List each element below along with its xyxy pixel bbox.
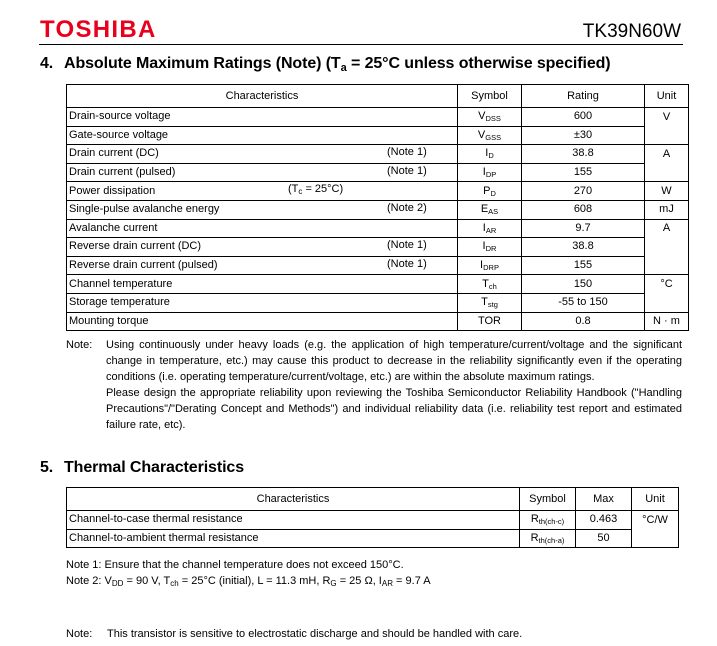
- characteristic-cell: [67, 238, 458, 257]
- characteristic-name: Reverse drain current (pulsed): [69, 259, 218, 272]
- table-row: [67, 182, 689, 201]
- characteristic-name: Gate-source voltage: [69, 128, 169, 141]
- rating-value: 608: [522, 200, 645, 219]
- note-ref: (Note 1): [387, 239, 427, 252]
- unit-value: W: [645, 182, 689, 201]
- symbol-sub: GSS: [485, 132, 502, 142]
- symbol-sub: ch: [488, 281, 497, 291]
- section-4-number: 4.: [40, 55, 54, 72]
- symbol-cell: [458, 200, 522, 219]
- characteristic-name: Channel-to-ambient thermal resistance: [69, 531, 259, 544]
- col-unit: Unit: [645, 85, 689, 108]
- characteristic-cell: [67, 312, 458, 331]
- characteristic-cell: [67, 275, 458, 294]
- section-4-title-suffix: = 25°C unless otherwise specified): [346, 55, 611, 72]
- col-characteristics: Characteristics: [67, 85, 458, 108]
- characteristic-name: Drain-source voltage: [69, 110, 171, 123]
- table-row: [67, 145, 689, 164]
- unit-value: A: [645, 219, 689, 238]
- table-row: [67, 163, 689, 182]
- rating-value: 270: [522, 182, 645, 201]
- symbol-main: I: [482, 221, 486, 234]
- note-ref: (Note 2): [387, 201, 427, 214]
- symbol-sub: DRP: [483, 263, 499, 273]
- rating-value: 9.7: [522, 219, 645, 238]
- rating-value: 0.8: [522, 312, 645, 331]
- note2-rg-sub: G: [330, 579, 337, 588]
- characteristic-name: Drain current (DC): [69, 147, 159, 160]
- symbol-cell: [458, 126, 522, 145]
- characteristic-name: Single-pulse avalanche energy: [69, 203, 220, 216]
- symbol-main: V: [477, 128, 486, 141]
- section-5-title: Thermal Characteristics: [64, 459, 245, 476]
- unit-value: N · m: [645, 312, 689, 331]
- unit-value: [645, 163, 689, 182]
- rating-value: 38.8: [522, 145, 645, 164]
- note-ref: (Note 1): [387, 164, 427, 177]
- unit-value: [645, 126, 689, 145]
- symbol-cell: [520, 511, 576, 530]
- header-rule: [39, 44, 683, 45]
- characteristic-cell: [67, 163, 458, 182]
- note2-iar-sub: AR: [381, 579, 393, 588]
- symbol-sub: DR: [485, 244, 497, 254]
- table-row: [67, 126, 689, 145]
- rating-value: 155: [522, 256, 645, 275]
- symbol-sub: AS: [488, 207, 499, 217]
- characteristic-cell: [67, 126, 458, 145]
- toshiba-logo: TOSHIBA: [40, 16, 157, 43]
- condition-suffix: = 25°C): [302, 183, 344, 196]
- note-paragraph-2: Please design the appropriate reliability upon reviewing the Toshiba Semiconductor Reliability Handbook ("Handling Precautions"/"Derating Concept and Methods") and individual reliability data (i.e. reliability test report and estimated failure rate, etc).: [106, 387, 682, 431]
- characteristic-name: Channel-to-case thermal resistance: [69, 513, 243, 526]
- characteristic-name: Channel temperature: [69, 277, 173, 290]
- table-row: [67, 256, 689, 275]
- note2-tch-sub: ch: [170, 579, 179, 588]
- table-row: [67, 529, 679, 548]
- section-4-note: [66, 337, 682, 433]
- max-value: 50: [576, 529, 632, 548]
- symbol-main: I: [485, 147, 489, 160]
- esd-note-text: This transistor is sensitive to electrostatic discharge and should be handled with care.: [107, 628, 523, 640]
- section-4-heading: [40, 54, 611, 74]
- max-value: 0.463: [576, 511, 632, 530]
- col-characteristics: Characteristics: [67, 488, 520, 511]
- esd-note: [66, 626, 522, 642]
- characteristic-name: Power dissipation: [69, 184, 156, 197]
- characteristic-name: Storage temperature: [69, 296, 170, 309]
- rating-value: 150: [522, 275, 645, 294]
- table-header-row: [67, 85, 689, 108]
- characteristic-cell: [67, 145, 458, 164]
- table-row: [67, 275, 689, 294]
- characteristic-name: Reverse drain current (DC): [69, 240, 202, 253]
- note2-part4: = 9.7 A: [393, 575, 431, 587]
- thermal-note-1: Note 1: Ensure that the channel temperature does not exceed 150°C.: [66, 559, 404, 571]
- symbol-main: R: [530, 531, 539, 544]
- col-unit: Unit: [632, 488, 679, 511]
- part-number: TK39N60W: [582, 21, 681, 42]
- col-rating: Rating: [522, 85, 645, 108]
- unit-value: [632, 529, 679, 548]
- symbol-cell: [458, 312, 522, 331]
- symbol-cell: [458, 275, 522, 294]
- unit-value: °C: [645, 275, 689, 294]
- symbol-cell: [458, 238, 522, 257]
- unit-value: [645, 238, 689, 257]
- table-row: [67, 200, 689, 219]
- characteristic-cell: [67, 529, 520, 548]
- characteristic-cell: [67, 200, 458, 219]
- table-row: [67, 312, 689, 331]
- col-symbol: Symbol: [458, 85, 522, 108]
- condition-prefix: (T: [288, 183, 299, 196]
- col-max: Max: [576, 488, 632, 511]
- note2-part2: = 25°C (initial), L = 11.3 mH, R: [178, 575, 331, 587]
- unit-value: [645, 256, 689, 275]
- section-4-title-sub: a: [340, 62, 347, 74]
- symbol-sub: D: [490, 188, 496, 198]
- table-row: [67, 293, 689, 312]
- note-paragraph-1: Using continuously under heavy loads (e.g. the application of high temperature/current/voltage and the significant change in temperature, etc.) may cause this product to decrease in the reliability significantly even if the operating conditions (i.e. operating temperature/current/voltage, etc.) are within the absolute maximum ratings.: [106, 339, 682, 383]
- section-5-number: 5.: [40, 459, 54, 476]
- esd-note-label: Note:: [66, 628, 93, 640]
- rating-value: 38.8: [522, 238, 645, 257]
- symbol-main: P: [483, 184, 491, 197]
- symbol-sub: DSS: [485, 114, 501, 124]
- note2-prefix: Note 2: V: [66, 575, 112, 587]
- unit-value: [645, 293, 689, 312]
- symbol-main: I: [482, 240, 486, 253]
- table-row: [67, 108, 689, 127]
- note-ref: (Note 1): [387, 257, 427, 270]
- note2-vdd-sub: DD: [111, 579, 124, 588]
- characteristic-cell: [67, 293, 458, 312]
- symbol-cell: [520, 529, 576, 548]
- condition: [288, 182, 343, 197]
- symbol-cell: [458, 219, 522, 238]
- symbol-main: V: [478, 110, 486, 123]
- symbol-main: T: [482, 277, 489, 290]
- absolute-max-ratings-table: [66, 84, 689, 331]
- table-row: [67, 219, 689, 238]
- symbol-sub: D: [488, 151, 494, 161]
- unit-value: A: [645, 145, 689, 164]
- symbol-sub: stg: [487, 300, 498, 310]
- characteristic-name: Drain current (pulsed): [69, 166, 176, 179]
- characteristic-cell: [67, 256, 458, 275]
- symbol-cell: [458, 182, 522, 201]
- note-ref: (Note 1): [387, 146, 427, 159]
- section-5-heading: [40, 458, 244, 478]
- condition-sub: c: [298, 187, 303, 197]
- symbol-sub: AR: [485, 225, 497, 235]
- table-row: [67, 238, 689, 257]
- table-row: [67, 511, 679, 530]
- characteristic-name: Avalanche current: [69, 221, 158, 234]
- note2-part3: = 25 Ω, I: [336, 575, 382, 587]
- symbol-cell: [458, 293, 522, 312]
- note2-part1: = 90 V, T: [123, 575, 171, 587]
- symbol-sub: th(ch-c): [538, 517, 565, 527]
- symbol-sub: DP: [485, 170, 497, 180]
- rating-value: 600: [522, 108, 645, 127]
- symbol-main: E: [480, 203, 489, 216]
- characteristic-cell: [67, 182, 458, 201]
- unit-value: °C/W: [632, 511, 679, 530]
- unit-value: V: [645, 108, 689, 127]
- symbol-main: I: [482, 166, 486, 179]
- symbol-cell: [458, 163, 522, 182]
- symbol-main: R: [530, 513, 539, 526]
- unit-value: mJ: [645, 200, 689, 219]
- characteristic-cell: [67, 108, 458, 127]
- rating-value: ±30: [522, 126, 645, 145]
- thermal-note-2: [66, 573, 431, 589]
- thermal-characteristics-table: [66, 487, 679, 548]
- symbol-cell: [458, 256, 522, 275]
- rating-value: -55 to 150: [522, 293, 645, 312]
- symbol-main: I: [480, 259, 484, 272]
- symbol-main: T: [481, 296, 488, 309]
- note-label: Note:: [66, 339, 93, 351]
- rating-value: 155: [522, 163, 645, 182]
- table-header-row: [67, 488, 679, 511]
- col-symbol: Symbol: [520, 488, 576, 511]
- characteristic-cell: [67, 219, 458, 238]
- symbol-cell: [458, 108, 522, 127]
- symbol-main: TOR: [477, 314, 502, 327]
- symbol-cell: [458, 145, 522, 164]
- symbol-sub: th(ch-a): [538, 535, 565, 545]
- section-4-title-prefix: Absolute Maximum Ratings (Note) (T: [64, 55, 341, 72]
- characteristic-name: Mounting torque: [69, 314, 149, 327]
- characteristic-cell: [67, 511, 520, 530]
